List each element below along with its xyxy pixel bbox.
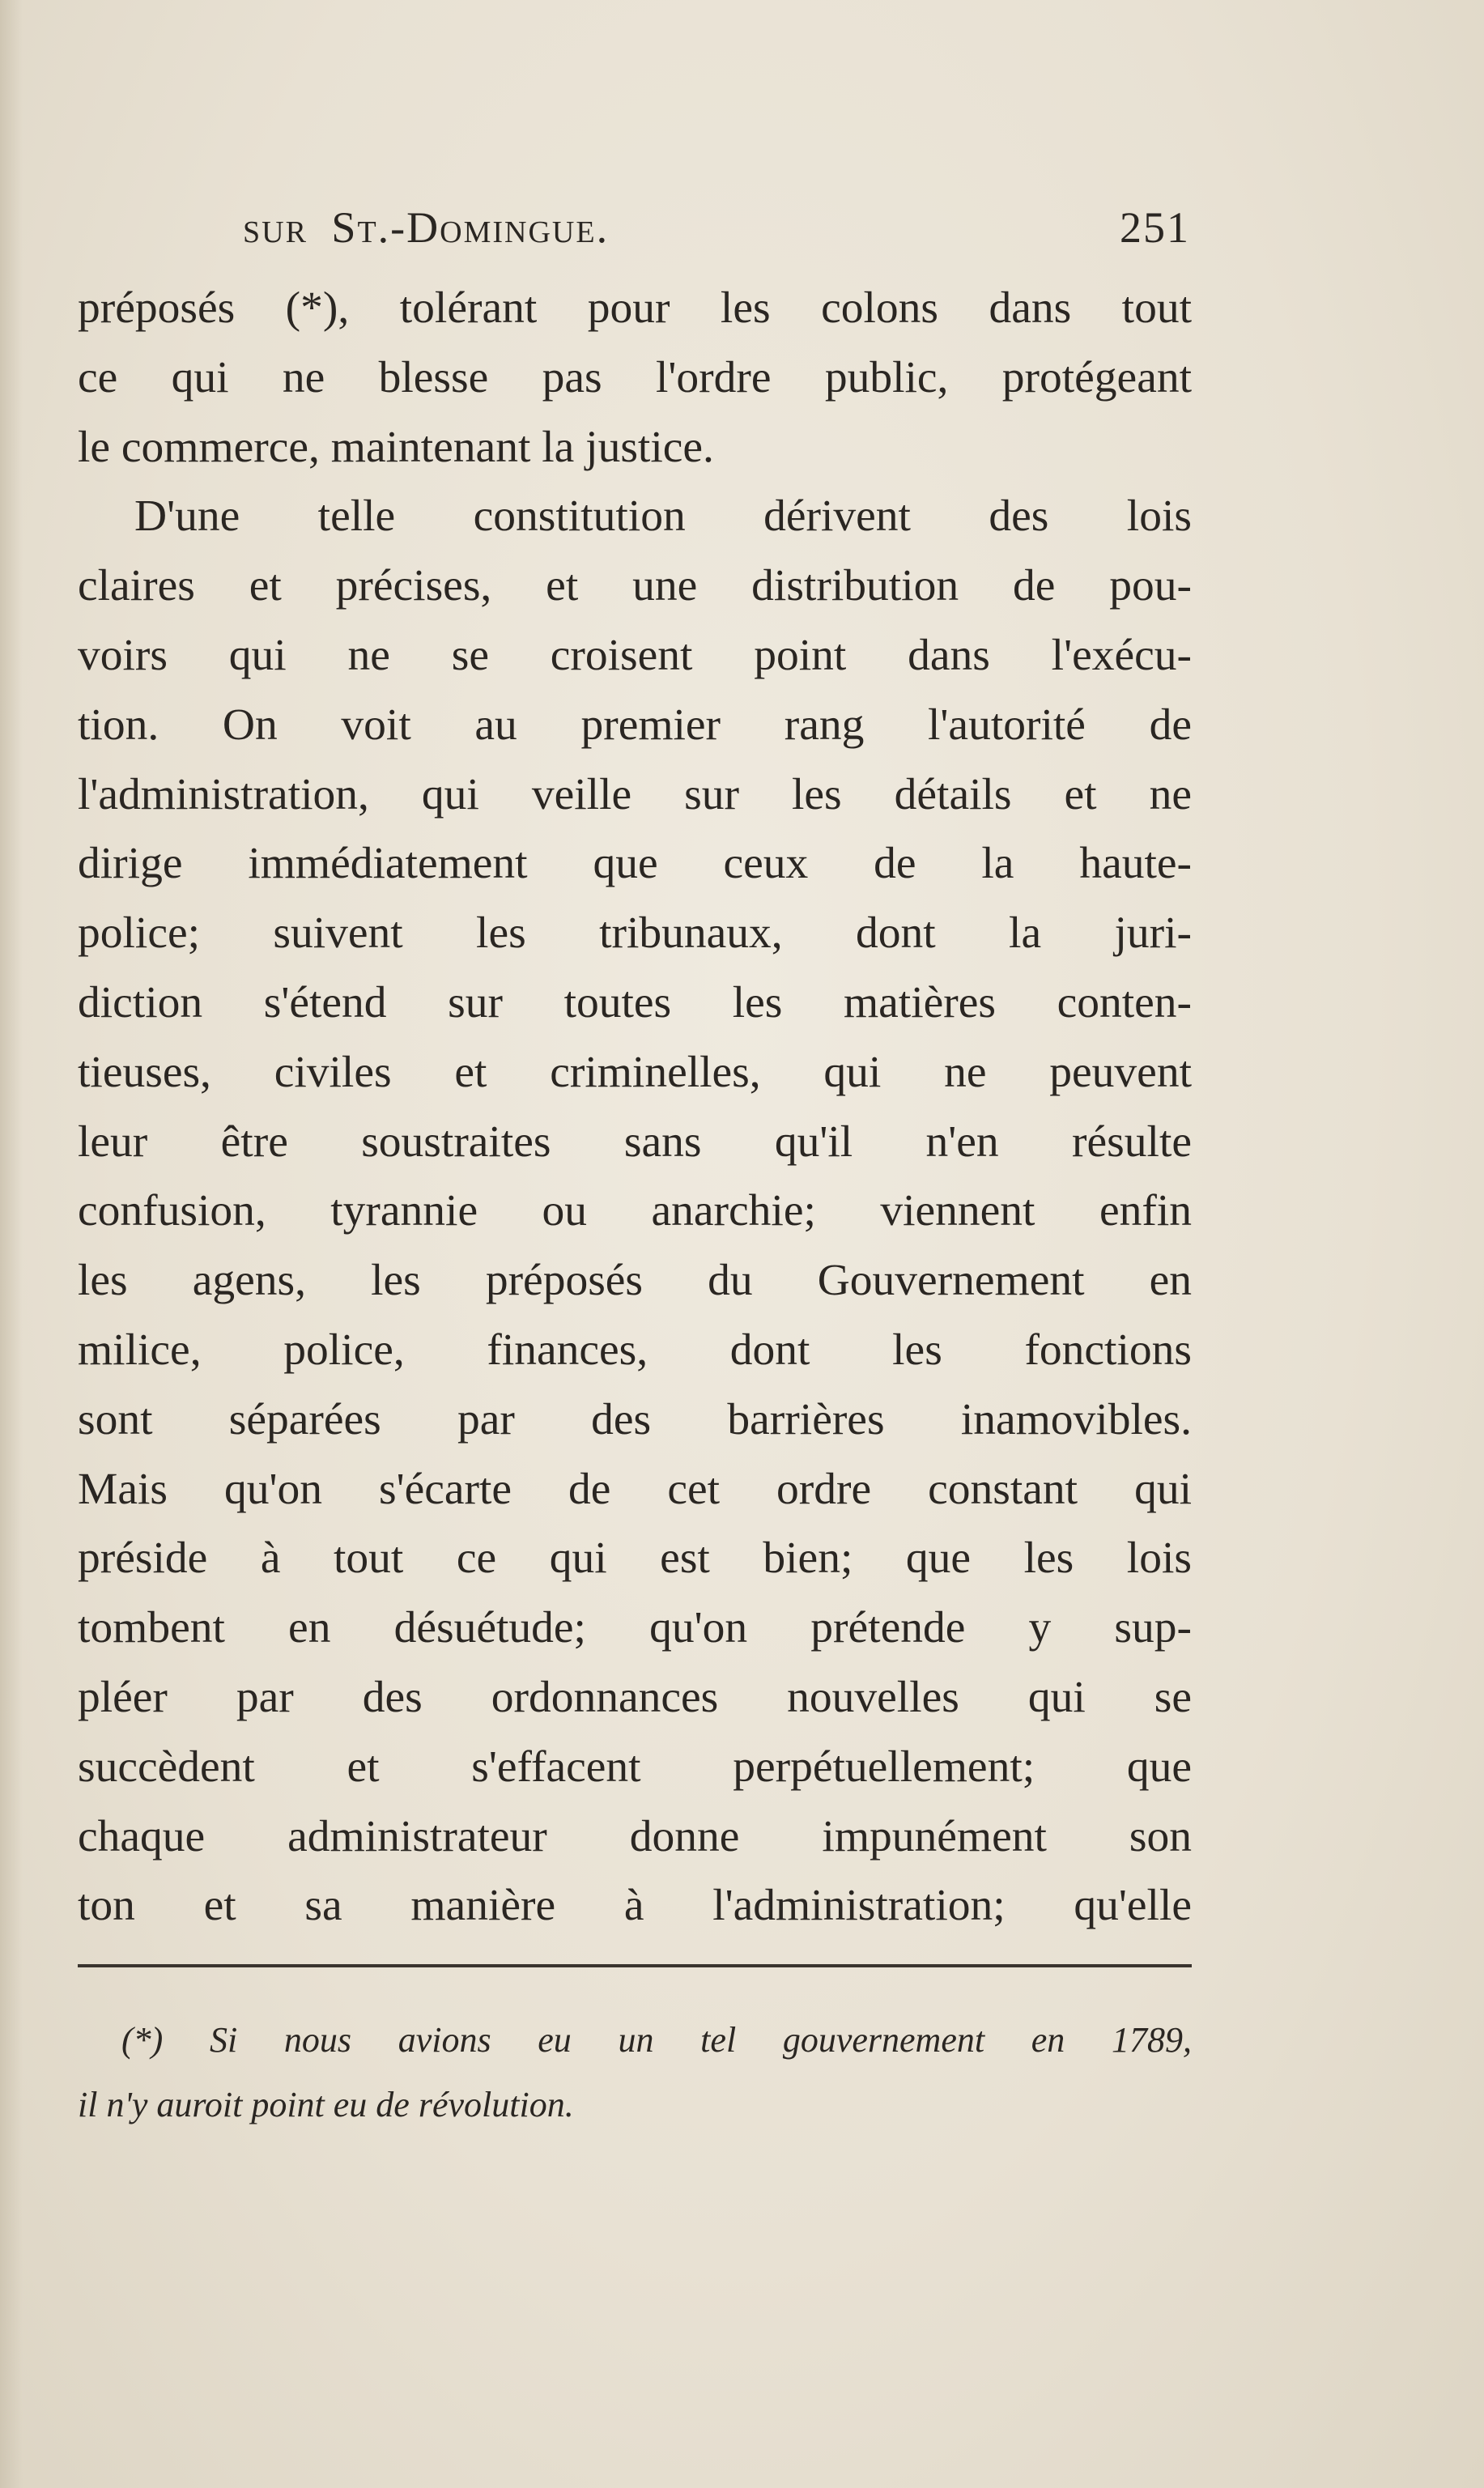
text-line: D'une telle constitution dérivent des lois (134, 491, 1192, 542)
page-gutter-shadow (0, 0, 23, 2488)
text-line: ton et sa manière à l'administration; qu'elle (78, 1881, 1192, 1931)
text-line: tion. On voit au premier rang l'autorité de (78, 700, 1192, 750)
running-title: sur St.-Domingue. (243, 203, 610, 252)
footnote (78, 2008, 1192, 2137)
text-line: police; suivent les tribunaux, dont la juri- (78, 908, 1192, 959)
footnote-line: (*) Si nous avions eu un tel gouvernement en 1789, (121, 2020, 1192, 2060)
text-line: Mais qu'on s'écarte de cet ordre constant qui (78, 1464, 1192, 1514)
text-line: leur être soustraites sans qu'il n'en résulte (78, 1116, 1192, 1167)
text-line: l'administration, qui veille sur les détails et ne (78, 769, 1192, 819)
body-text (78, 274, 1192, 1941)
text-line: les agens, les préposés du Gouvernement en (78, 1256, 1192, 1306)
text-line: le commerce, maintenant la justice. (78, 422, 714, 472)
text-line: ce qui ne blesse pas l'ordre public, protégeant (78, 352, 1192, 402)
footnote-line: il n'y auroit point eu de révolution. (78, 2085, 574, 2124)
text-line: chaque administrateur donne impunément son (78, 1811, 1192, 1861)
text-line: sont séparées par des barrières inamovibles. (78, 1394, 1192, 1444)
page-number: 251 (1120, 203, 1190, 252)
text-line: diction s'étend sur toutes les matières conten- (78, 977, 1192, 1027)
text-line: préside à tout ce qui est bien; que les lois (78, 1533, 1192, 1584)
text-line: préposés (*), tolérant pour les colons dans tout (78, 283, 1192, 333)
text-line: claires et précises, et une distribution de pou- (78, 561, 1192, 611)
text-line: tombent en désuétude; qu'on prétende y sup- (78, 1603, 1192, 1653)
text-line: confusion, tyrannie ou anarchie; viennent enfin (78, 1186, 1192, 1236)
text-line: dirige immédiatement que ceux de la haute- (78, 839, 1192, 889)
text-line: voirs qui ne se croisent point dans l'exécu- (78, 630, 1192, 680)
page-header (243, 202, 1190, 259)
text-line: milice, police, finances, dont les fonctions (78, 1325, 1192, 1375)
text-line: succèdent et s'effacent perpétuellement; que (78, 1742, 1192, 1792)
text-line: tieuses, civiles et criminelles, qui ne peuvent (78, 1047, 1192, 1097)
footnote-divider (78, 1964, 1192, 1967)
text-line: pléer par des ordonnances nouvelles qui se (78, 1672, 1192, 1722)
